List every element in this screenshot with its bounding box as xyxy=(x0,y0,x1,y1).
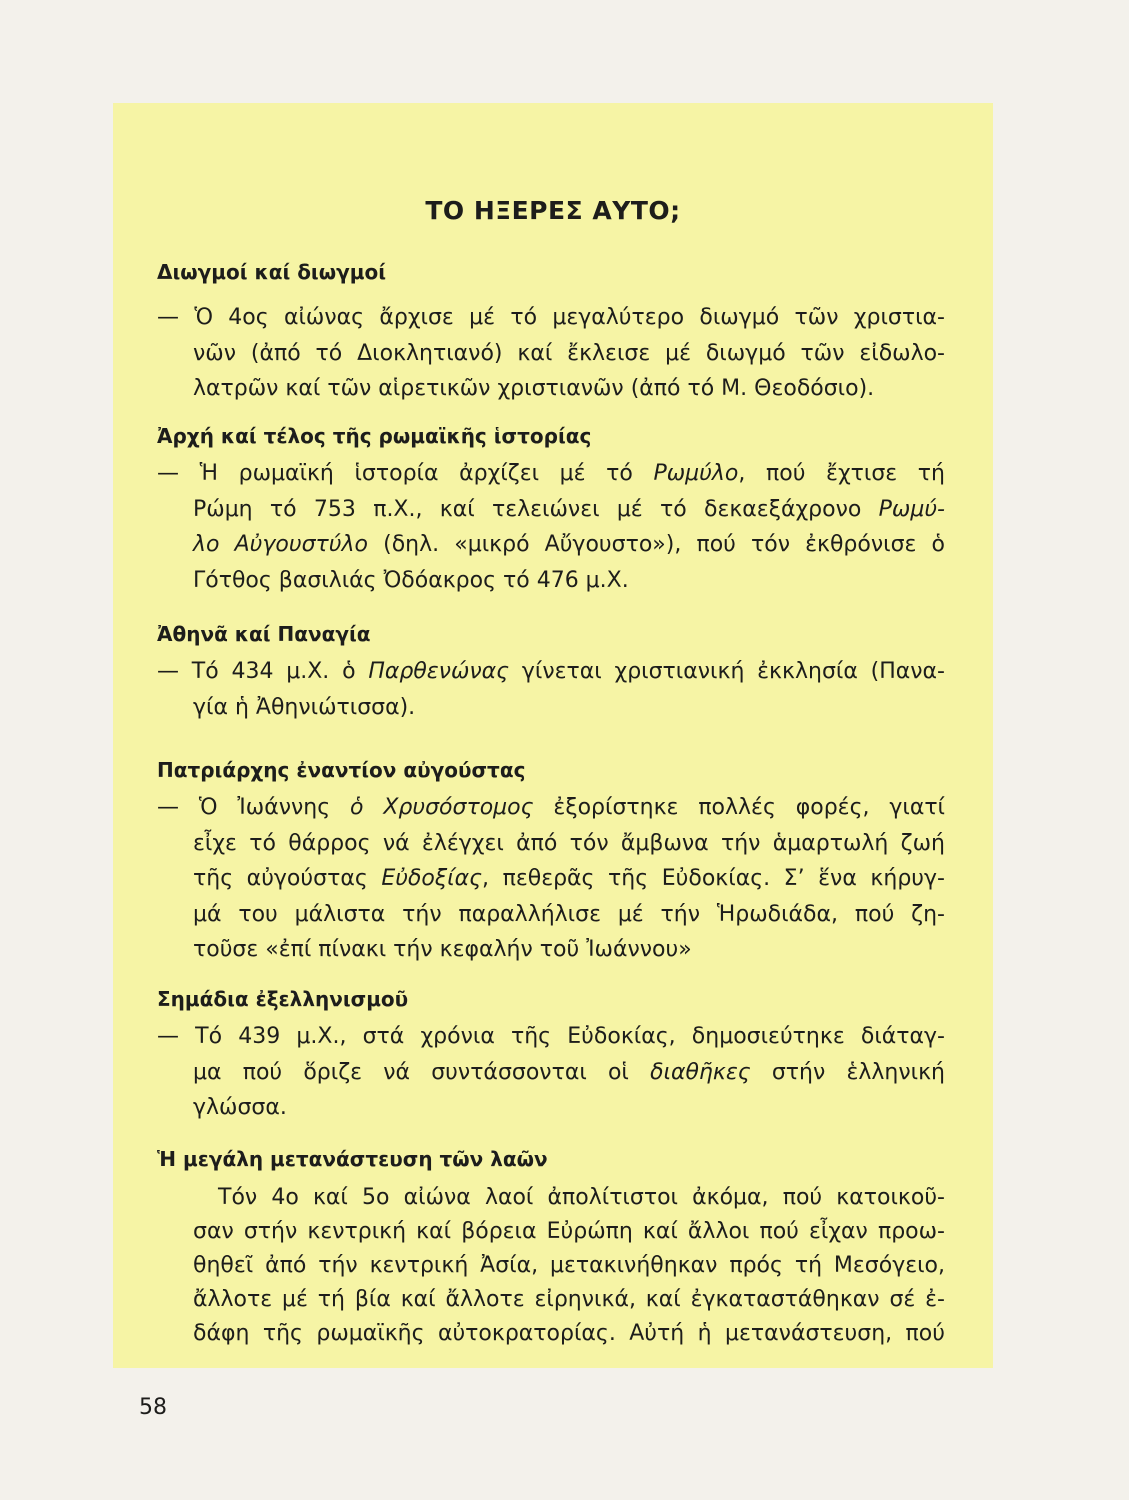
text-line xyxy=(193,1215,945,1249)
text-run: Ρώμη τό 753 π.Χ., καί τελειώνει μέ τό δεκαεξάχρονο xyxy=(193,496,879,522)
text-line xyxy=(193,527,945,563)
text-line xyxy=(157,456,945,492)
text-line xyxy=(218,1181,945,1215)
page-number: 58 xyxy=(139,1395,167,1420)
text-line-content xyxy=(218,1185,945,1210)
emphasized-text: Εὐδοξίας xyxy=(381,866,483,891)
text-line xyxy=(193,563,945,599)
text-run: νῶν (ἀπό τό Διοκλητιανό) καί ἔκλεισε μέ διωγμό τῶν εἰδωλο- xyxy=(193,340,945,366)
emphasized-text: ὁ Χρυσόστομος xyxy=(350,795,534,820)
text-section xyxy=(157,418,945,598)
text-run: τοῦσε «ἐπί πίνακι τήν κεφαλήν τοῦ Ἰωάννου» xyxy=(193,937,692,962)
text-line-content xyxy=(193,1321,945,1346)
text-line-content xyxy=(193,1219,945,1244)
text-run: — Ὁ Ἰωάννης xyxy=(157,795,351,820)
text-run: γλώσσα. xyxy=(193,1095,287,1120)
text-line-content xyxy=(157,1024,945,1049)
text-line xyxy=(193,371,945,407)
section-heading: Διωγμοί καί διωγμοί xyxy=(157,260,386,284)
text-line-content xyxy=(193,376,874,401)
section-heading: Ἀρχή καί τέλος τῆς ρωμαϊκῆς ἱστορίας xyxy=(157,424,592,448)
text-run: , πού ἔχτισε τή xyxy=(738,461,945,486)
text-line xyxy=(157,1019,945,1055)
text-line xyxy=(157,300,945,336)
text-line xyxy=(193,861,945,897)
text-line-content xyxy=(193,695,415,720)
text-line-content xyxy=(193,568,629,593)
text-run: στήν ἑλληνική xyxy=(750,1059,945,1085)
text-section xyxy=(157,981,945,1126)
text-line xyxy=(193,897,945,933)
text-line-content xyxy=(193,1095,287,1120)
section-heading: Ἀθηνᾶ καί Παναγία xyxy=(157,622,371,646)
text-line xyxy=(193,690,945,726)
page-title: ΤΟ ΗΞΕΡΕΣ ΑΥΤΟ; xyxy=(425,196,681,225)
text-line-content xyxy=(157,305,945,330)
text-section xyxy=(157,616,945,725)
text-run: σαν στήν κεντρική καί βόρεια Εὐρώπη καί ἄλλοι πού εἶχαν προω- xyxy=(193,1219,945,1244)
text-run: λατρῶν καί τῶν αἱρετικῶν χριστιανῶν (ἀπό τό Μ. Θεοδόσιο). xyxy=(193,376,875,401)
text-section xyxy=(157,752,945,968)
text-line-content xyxy=(157,659,945,684)
text-run: , πεθερᾶς τῆς Εὐδοκίας. Σ’ ἕνα κήρυγ- xyxy=(482,866,945,891)
emphasized-text: Ρωμύ- xyxy=(878,496,945,522)
text-line-content xyxy=(193,1060,945,1085)
text-run: γία ἡ Ἀθηνιώτισσα). xyxy=(193,694,416,720)
text-line-content xyxy=(193,866,945,891)
text-line xyxy=(193,492,945,528)
text-run: (δηλ. «μικρό Αὔγουστο»), πού τόν ἐκθρόνισε ὁ xyxy=(368,532,946,557)
text-line xyxy=(157,790,945,826)
text-run: Γότθος βασιλιάς Ὀδόακρος τό 476 μ.Χ. xyxy=(193,567,629,593)
text-line xyxy=(193,1317,945,1351)
text-section xyxy=(157,1141,945,1351)
text-line xyxy=(193,826,945,862)
text-run: ἐξορίστηκε πολλές φορές, γιατί xyxy=(533,795,946,820)
emphasized-text: διαθῆκες xyxy=(650,1059,751,1085)
text-line-content xyxy=(193,1253,945,1278)
content-area xyxy=(157,254,945,1351)
section-heading: Σημάδια ἐξελληνισμοῦ xyxy=(157,987,409,1011)
text-run: — Ἡ ρωμαϊκή ἱστορία ἀρχίζει μέ τό xyxy=(157,461,654,486)
text-run: γίνεται χριστιανική ἐκκλησία (Πανα- xyxy=(509,659,945,684)
section-heading: Πατριάρχης ἐναντίον αὐγούστας xyxy=(157,758,526,782)
text-line-content xyxy=(193,902,945,927)
text-run: δάφη τῆς ρωμαϊκῆς αὐτοκρατορίας. Αὐτή ἡ μετανάστευση, πού xyxy=(193,1321,945,1346)
emphasized-text: Παρθενώνας xyxy=(368,659,510,684)
text-run: τῆς αὐγούστας xyxy=(193,866,382,891)
text-run: μα πού ὅριζε νά συντάσσονται οἱ xyxy=(193,1059,651,1085)
section-heading: Ἡ μεγάλη μετανάστευση τῶν λαῶν xyxy=(157,1147,548,1171)
text-line xyxy=(193,1055,945,1091)
text-line-content xyxy=(193,1287,945,1312)
text-run: θηθεῖ ἀπό τήν κεντρική Ἀσία, μετακινήθηκαν πρός τή Μεσόγειο, xyxy=(193,1253,945,1278)
text-line-content xyxy=(193,497,945,522)
emphasized-text: λο Αὐγουστύλο xyxy=(193,532,368,557)
text-line xyxy=(193,932,945,968)
text-line-content xyxy=(193,341,945,366)
text-line-content xyxy=(193,831,945,856)
text-line xyxy=(193,336,945,372)
text-run: Τόν 4ο καί 5ο αἰώνα λαοί ἀπολίτιστοι ἀκόμα, πού κατοικοῦ- xyxy=(218,1185,945,1210)
text-line-content xyxy=(193,937,692,962)
text-line xyxy=(157,654,945,690)
text-line-content xyxy=(157,461,945,486)
emphasized-text: Ρωμύλο xyxy=(653,461,739,486)
text-line-content xyxy=(157,795,945,820)
text-run: — Τό 439 μ.Χ., στά χρόνια τῆς Εὐδοκίας, δημοσιεύτηκε διάταγ- xyxy=(157,1024,945,1049)
text-line xyxy=(193,1283,945,1317)
text-run: — Τό 434 μ.Χ. ὁ xyxy=(157,659,369,684)
text-run: ἄλλοτε μέ τή βία καί ἄλλοτε εἰρηνικά, καί ἐγκαταστάθηκαν σέ ἐ- xyxy=(193,1287,945,1312)
text-run: εἶχε τό θάρρος νά ἐλέγχει ἀπό τόν ἄμβωνα τήν ἁμαρτωλή ζωή xyxy=(193,830,945,856)
text-line-content xyxy=(193,532,945,557)
text-run: — Ὁ 4ος αἰώνας ἄρχισε μέ τό μεγαλύτερο διωγμό τῶν χριστια- xyxy=(157,305,945,330)
text-line xyxy=(193,1090,945,1126)
text-section xyxy=(157,254,945,407)
text-run: μά του μάλιστα τήν παραλλήλισε μέ τήν Ἡρωδιάδα, πού ζη- xyxy=(193,901,945,927)
text-line xyxy=(193,1249,945,1283)
